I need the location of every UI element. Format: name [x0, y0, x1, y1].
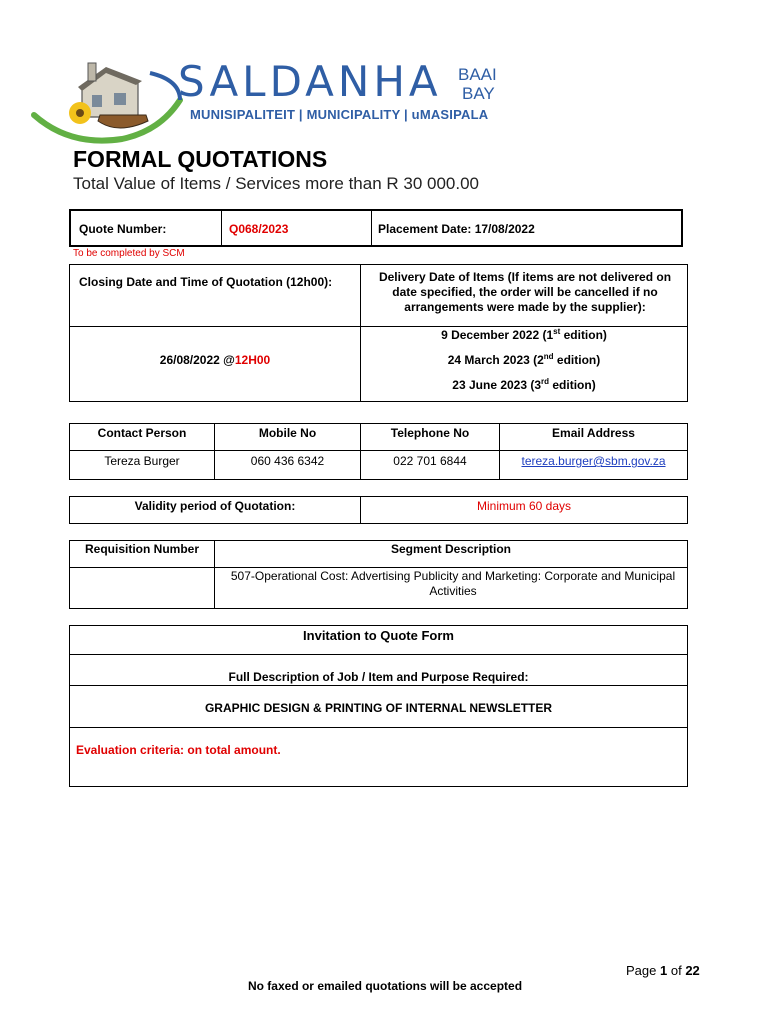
contact-mobile: 060 436 6342	[250, 454, 325, 468]
logo-name: SALDANHA	[178, 57, 442, 106]
quote-number-table	[69, 209, 683, 247]
contact-telephone: 022 701 6844	[393, 454, 467, 468]
contact-header-person: Contact Person	[97, 426, 187, 440]
validity-value: Minimum 60 days	[476, 499, 572, 513]
contact-header-mobile: Mobile No	[258, 426, 317, 440]
page-title: FORMAL QUOTATIONS	[73, 146, 328, 172]
closing-datetime	[70, 353, 360, 367]
requisition-table	[69, 540, 688, 609]
contact-email-link[interactable]: tereza.burger@sbm.gov.za	[521, 454, 666, 468]
invitation-table	[69, 625, 688, 787]
delivery-date-3: 23 June 2023 (3rd edition)	[452, 377, 596, 392]
validity-label: Validity period of Quotation:	[134, 499, 296, 513]
job-description-label: Full Description of Job / Item and Purpose Required:	[228, 670, 529, 684]
logo-bay: BAY	[462, 84, 495, 103]
job-description-value: GRAPHIC DESIGN & PRINTING OF INTERNAL NEWSLETTER	[204, 701, 553, 715]
logo-tagline: MUNISIPALITEIT | MUNICIPALITY | uMASIPALA	[190, 107, 489, 122]
quote-number-label: Quote Number:	[79, 222, 167, 236]
closing-label: Closing Date and Time of Quotation (12h00):	[79, 275, 333, 289]
placement-date: Placement Date: 17/08/2022	[378, 222, 535, 236]
requisition-number-label: Requisition Number	[84, 542, 199, 556]
delivery-date-2: 24 March 2023 (2nd edition)	[447, 352, 601, 367]
page-subtitle: Total Value of Items / Services more than R 30 000.00	[73, 174, 480, 193]
closing-date: 26/08/2022 @	[159, 353, 235, 367]
evaluation-criteria: Evaluation criteria: on total amount.	[76, 743, 281, 757]
footer-notice: No faxed or emailed quotations will be accepted	[247, 979, 523, 993]
closing-time: 12H00	[234, 353, 271, 367]
contact-header-email: Email Address	[552, 426, 635, 440]
logo-baai: BAAI	[458, 65, 497, 84]
closing-delivery-table	[69, 264, 688, 402]
segment-description-value: 507-Operational Cost: Advertising Publicity and Marketing: Corporate and Municipal Activities	[230, 569, 676, 598]
invitation-title: Invitation to Quote Form	[303, 628, 454, 643]
segment-description-label: Segment Description	[390, 542, 512, 556]
contact-email-cell	[500, 454, 687, 468]
validity-table	[69, 496, 688, 524]
contact-header-telephone: Telephone No	[390, 426, 470, 440]
municipality-logo	[30, 55, 510, 150]
delivery-label: Delivery Date of Items (If items are not delivered on date specified, the order will be cancelled if no arrangements were made by the supplier):	[378, 270, 672, 314]
delivery-date-1: 9 December 2022 (1st edition)	[441, 327, 607, 342]
scm-note: To be completed by SCM	[73, 248, 185, 259]
logo-emblem	[30, 55, 190, 150]
quote-number-value: Q068/2023	[229, 222, 289, 236]
page-number: Page 1 of 22	[626, 963, 700, 978]
contact-table	[69, 423, 688, 480]
contact-person: Tereza Burger	[104, 454, 180, 468]
